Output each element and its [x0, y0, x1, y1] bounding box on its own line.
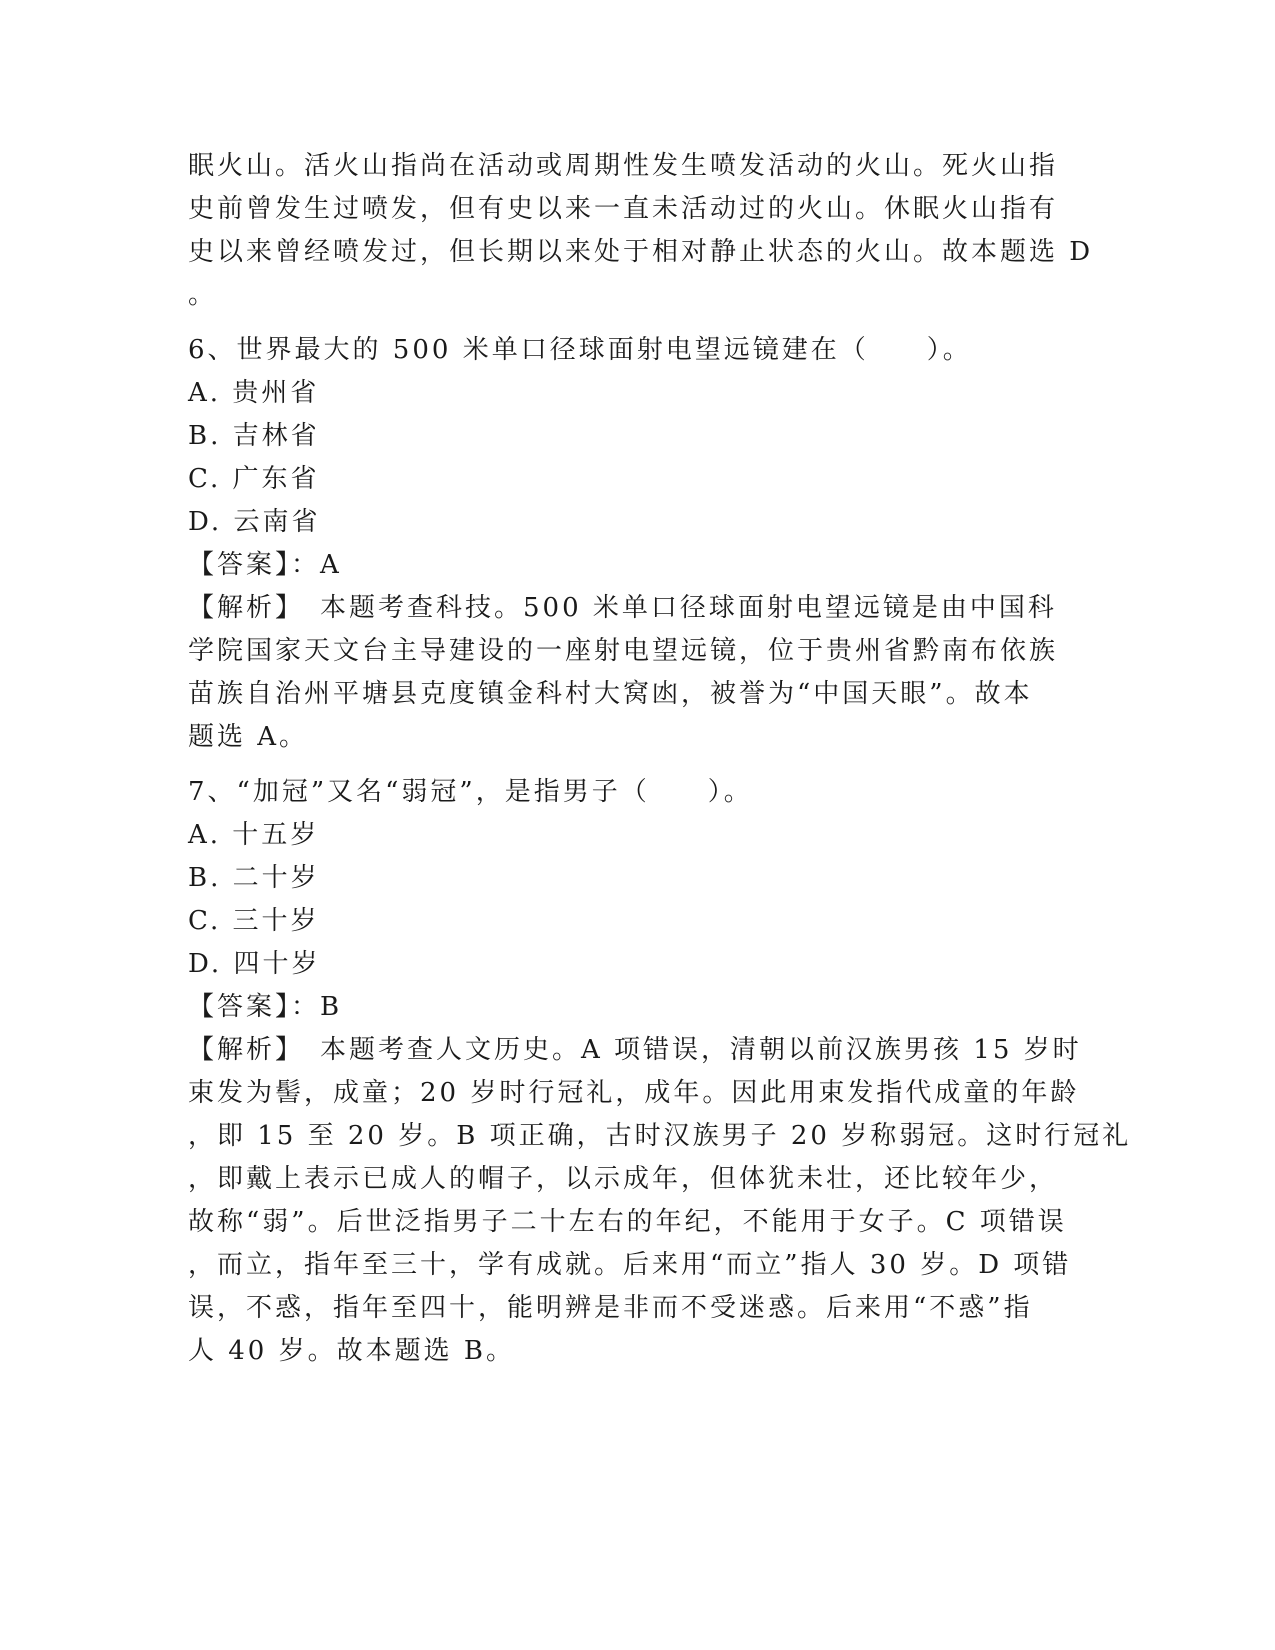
question-title: 6、世界最大的 500 米单口径球面射电望远镜建在（ ）。 [188, 335, 972, 365]
explanation-line: ，即戴上表示已成人的帽子，以示成年，但体犹未壮，还比较年少， [188, 1164, 1059, 1194]
explanation-line: 误，不惑，指年至四十，能明辨是非而不受迷惑。后来用“不惑”指 [188, 1293, 1033, 1323]
option-d: D. 四十岁 [188, 949, 321, 979]
question-title: 7、“加冠”又名“弱冠”，是指男子（ ）。 [188, 777, 753, 807]
explanation-line: 【解析】 本题考查人文历史。A 项错误，清朝以前汉族男孩 15 岁时 [188, 1035, 1082, 1065]
answer: 【答案】：A [188, 550, 342, 580]
explanation-line: ，而立，指年至三十，学有成就。后来用“而立”指人 30 岁。D 项错 [188, 1250, 1072, 1280]
explanation-line: 【解析】 本题考查科技。500 米单口径球面射电望远镜是由中国科 [188, 593, 1057, 623]
option-a: A. 贵州省 [188, 378, 320, 408]
text-line: 史前曾发生过喷发，但有史以来一直未活动过的火山。休眠火山指有 [188, 194, 1059, 224]
explanation-line: 题选 A。 [188, 722, 309, 752]
explanation-line: ，即 15 至 20 岁。B 项正确，古时汉族男子 20 岁称弱冠。这时行冠礼 [188, 1121, 1132, 1151]
explanation-line: 故称“弱”。后世泛指男子二十左右的年纪，不能用于女子。C 项错误 [188, 1207, 1067, 1237]
option-a: A. 十五岁 [188, 820, 320, 850]
explanation-line: 人 40 岁。故本题选 B。 [188, 1336, 515, 1366]
option-d: D. 云南省 [188, 507, 321, 537]
option-b: B. 二十岁 [188, 863, 320, 893]
explanation-line: 苗族自治州平塘县克度镇金科村大窝凼，被誉为“中国天眼”。故本 [188, 679, 1033, 709]
document-page [188, 145, 1132, 1373]
question-6 [188, 329, 1088, 759]
option-b: B. 吉林省 [188, 421, 320, 451]
explanation-line: 学院国家天文台主导建设的一座射电望远镜，位于贵州省黔南布依族 [188, 636, 1059, 666]
answer: 【答案】：B [188, 992, 343, 1022]
explanation-line: 束发为髻，成童；20 岁时行冠礼，成年。因此用束发指代成童的年龄 [188, 1078, 1080, 1108]
question-7 [188, 771, 1132, 1373]
text-line: 史以来曾经喷发过，但长期以来处于相对静止状态的火山。故本题选 D [188, 237, 1094, 267]
text-line: 眠火山。活火山指尚在活动或周期性发生喷发活动的火山。死火山指 [188, 151, 1059, 181]
option-c: C. 三十岁 [188, 906, 320, 936]
text-line: 。 [188, 280, 218, 310]
previous-explanation [188, 145, 1094, 317]
option-c: C. 广东省 [188, 464, 320, 494]
